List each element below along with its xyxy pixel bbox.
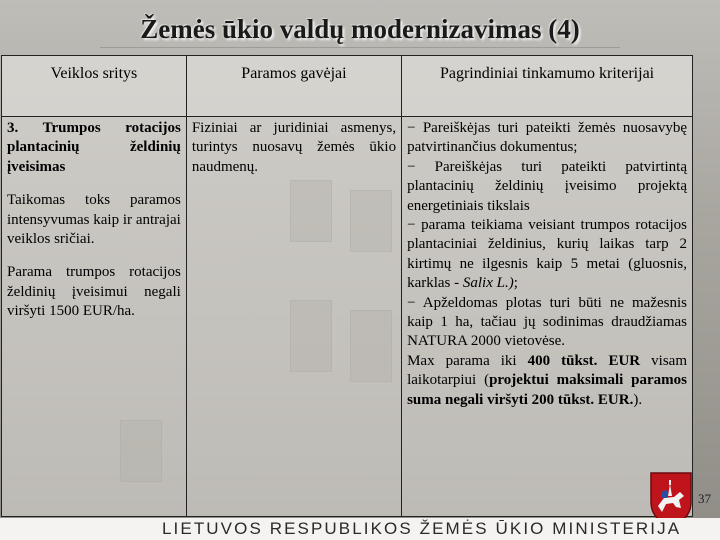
activity-title: 3. Trumpos rotacijos plantacinių želdinių įveisimas bbox=[7, 120, 181, 175]
header-activity-areas: Veiklos sritys bbox=[2, 56, 187, 117]
max-support-middle: visam laikotarpiui ( bbox=[407, 352, 687, 389]
max-support-suffix: ). bbox=[633, 391, 643, 408]
table-row bbox=[2, 117, 693, 517]
criteria-cell bbox=[402, 117, 693, 517]
activity-cell bbox=[2, 117, 187, 517]
criterion-rotation-end: ; bbox=[513, 275, 518, 292]
recipients-text: Fiziniai ar juridiniai asmenys, turintys nuosavų žemės ūkio naudmenų. bbox=[191, 120, 397, 175]
project-max-amount: projektui maksimali paramos suma negali viršyti 200 tūkst. EUR. bbox=[407, 372, 687, 408]
species-latin-name: Salix L.) bbox=[462, 275, 514, 292]
activity-limit-note: Parama trumpos rotacijos želdinių įveisimui negali viršyti 1500 EUR/ha. bbox=[7, 264, 181, 320]
activity-intensity-note: Taikomas toks paramos intensyvumas kaip ir antrajai veiklos sričiai. bbox=[7, 192, 181, 248]
page-number: 37 bbox=[698, 491, 711, 506]
slide-title: Žemės ūkio valdų modernizavimas (4) bbox=[140, 14, 580, 44]
criterion-ownership: − Pareiškėjas turi pateikti žemės nuosavybę patvirtinančius dokumentus; bbox=[407, 120, 687, 156]
header-support-recipients: Paramos gavėjai bbox=[186, 56, 401, 117]
criterion-project: − Pareiškėjas turi pateikti patvirtintą plantacinių želdinių įveisimo projektą energetiniais tikslais bbox=[407, 158, 687, 214]
table-header-row bbox=[2, 56, 693, 117]
recipients-cell bbox=[186, 117, 401, 517]
criterion-area: − Apželdomas plotas turi būti ne mažesnis kaip 1 ha, tačiau jų sodinimas draudžiamas NATURA 2000 vietovėse. bbox=[407, 294, 687, 350]
max-support-prefix: Max parama iki bbox=[407, 352, 528, 369]
criteria-table bbox=[1, 55, 693, 517]
header-eligibility-criteria: Pagrindiniai tinkamumo kriterijai bbox=[402, 56, 693, 117]
criterion-rotation bbox=[407, 216, 687, 294]
title-divider bbox=[100, 47, 620, 48]
criterion-rotation-text: − parama teikiama veisiant trumpos rotacijos plantaciniai želdinius, kurių laikas tarp 2 kirtimų ne ilgesnis kaip 5 metai (gluosnis, karklas - bbox=[407, 217, 687, 292]
max-support-note bbox=[407, 352, 687, 410]
max-support-amount: 400 tūkst. EUR bbox=[527, 352, 641, 369]
ministry-footer: LIETUVOS RESPUBLIKOS ŽEMĖS ŪKIO MINISTERIJA bbox=[162, 519, 682, 538]
